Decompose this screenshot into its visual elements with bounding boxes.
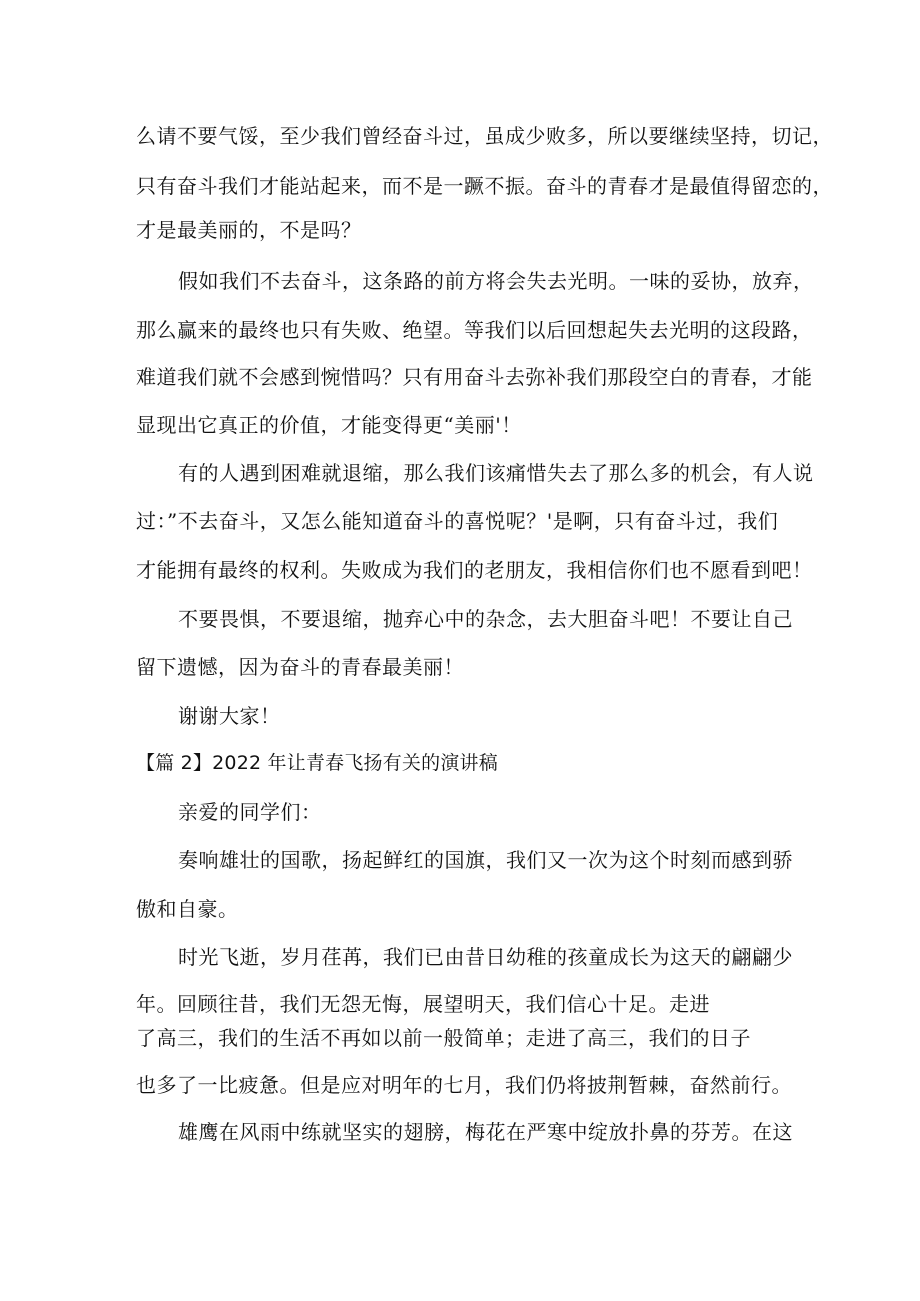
text-line: 傲和自豪。 (136, 897, 239, 921)
paragraph-first-line: 时光飞逝，岁月荏苒，我们已由昔日幼稚的孩童成长为这天的翩翩少 (178, 945, 793, 969)
text-line: 才是最美丽的，不是吗？ (136, 218, 362, 242)
section-heading: 【篇 2】2022 年让青春飞扬有关的演讲稿 (136, 752, 498, 774)
text-line: 了高三，我们的生活不再如以前一般简单；走进了高三，我们的日子 (136, 1026, 751, 1050)
text-line: 难道我们就不会感到惋惜吗？只有用奋斗去弥补我们那段空白的青春，才能 (136, 365, 813, 389)
paragraph-first-line: 有的人遇到困难就退缩，那么我们该痛惜失去了那么多的机会，有人说 (178, 461, 814, 485)
text-line: 才能拥有最终的权利。失败成为我们的老朋友，我相信你们也不愿看到吧！ (136, 558, 813, 582)
paragraph-first-line: 雄鹰在风雨中练就坚实的翅膀，梅花在严寒中绽放扑鼻的芬芳。在这 (178, 1120, 793, 1144)
text-line: 显现出它真正的价值，才能变得更“美丽'！ (136, 413, 522, 437)
paragraph-first-line: 奏响雄壮的国歌，扬起鲜红的国旗，我们又一次为这个时刻而感到骄 (178, 848, 793, 872)
salutation: 亲爱的同学们： (178, 800, 322, 824)
paragraph-first-line: 假如我们不去奋斗，这条路的前方将会失去光明。一味的妥协，放弃， (178, 269, 814, 293)
text-line: 留下遗憾，因为奋斗的青春最美丽！ (136, 655, 464, 679)
text-line: 过：”不去奋斗，又怎么能知道奋斗的喜悦呢？'是啊，只有奋斗过，我们 (136, 509, 779, 533)
closing-line: 谢谢大家！ (178, 704, 281, 728)
text-line: 年。回顾往昔，我们无怨无悔，展望明天，我们信心十足。走进 (136, 992, 710, 1016)
paragraph-first-line: 不要畏惧，不要退缩，抛弃心中的杂念，去大胆奋斗吧！不要让自己 (178, 607, 793, 631)
text-line: 只有奋斗我们才能站起来，而不是一蹶不振。奋斗的青春才是最值得留恋的， (136, 174, 833, 198)
text-line: 么请不要气馁，至少我们曾经奋斗过，虽成少败多，所以要继续坚持，切记， (136, 124, 833, 148)
text-line: 也多了一比疲惫。但是应对明年的七月，我们仍将披荆暂棘，奋然前行。 (136, 1073, 792, 1097)
text-line: 那么赢来的最终也只有失败、绝望。等我们以后回想起失去光明的这段路， (136, 318, 813, 342)
